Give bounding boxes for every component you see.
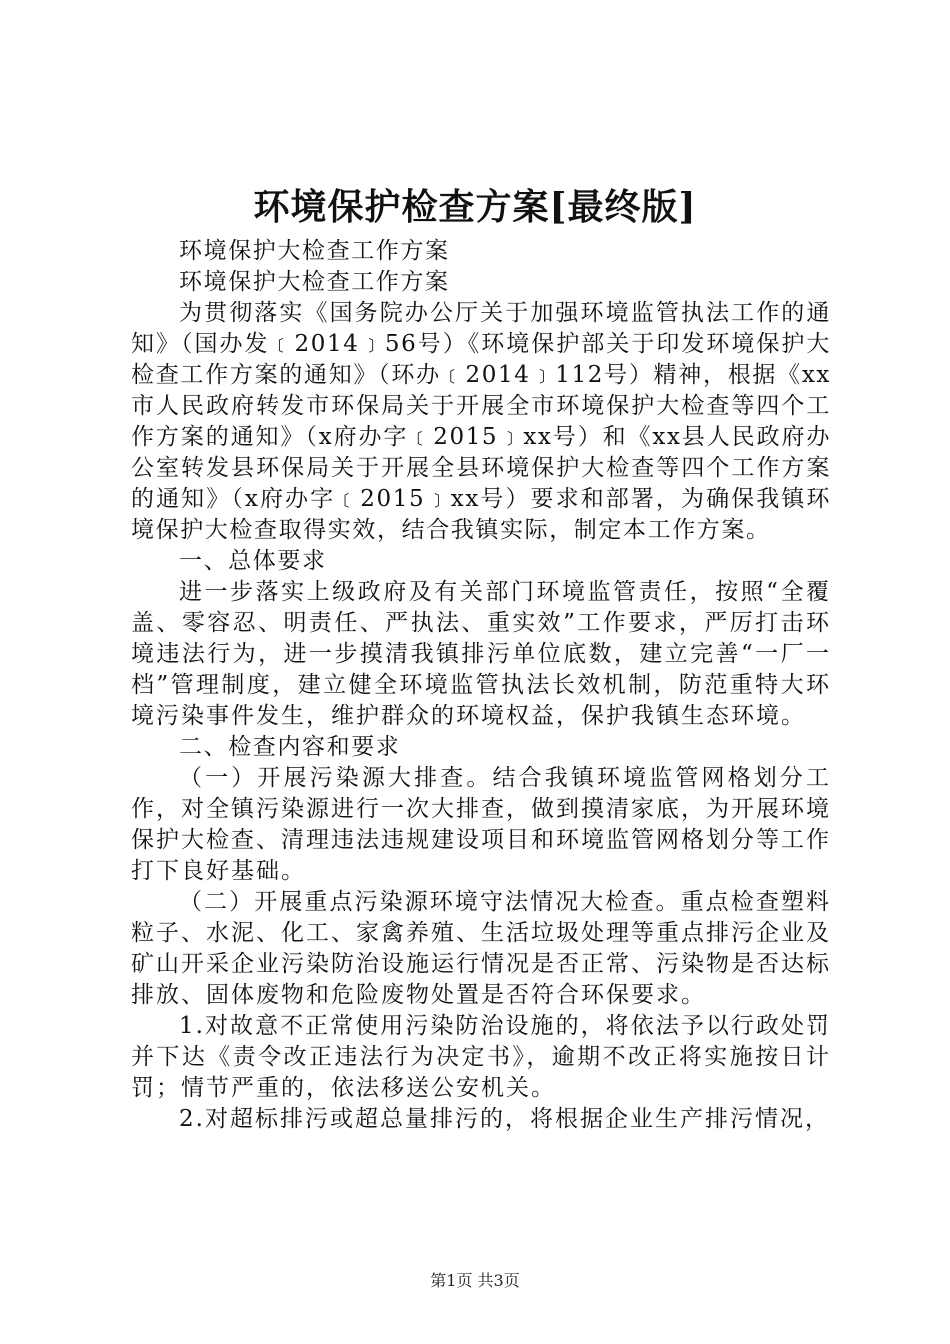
section-heading-general: 一、总体要求 [179, 548, 327, 574]
paragraph-general: 进一步落实上级政府及有关部门环境监管责任，按照“全覆盖、零容忍、明责任、严执法、重实效”工作要求，严厉打击环境违法行为，进一步摸清我镇排污单位底数，建立完善“一厂一档”管理制度，建立健全环境监管执法长效机制，防范重特大环境污染事件发生，维护群众的环境权益，保护我镇生态环境。 [131, 579, 831, 729]
paragraph-heading-1: 环境保护大检查工作方案 [179, 238, 450, 264]
section-heading-content: 二、检查内容和要求 [179, 734, 401, 760]
paragraph-point-1: 1.对故意不正常使用污染防治设施的，将依法予以行政处罚并下达《责令改正违法行为决定书》，逾期不改正将实施按日计罚；情节严重的，依法移送公安机关。 [131, 1013, 831, 1101]
page-footer: 第1页 共3页 [430, 1271, 520, 1290]
document-body [131, 236, 831, 1135]
paragraph-intro: 为贯彻落实《国务院办公厅关于加强环境监管执法工作的通知》（国办发﹝2014﹞56号）《环境保护部关于印发环境保护大检查工作方案的通知》（环办﹝2014﹞112号）精神，根据《xx市人民政府转发市环保局关于开展全市环境保护大检查等四个工作方案的通知》（x府办字﹝2015﹞xx号）和《xx县人民政府办公室转发县环保局关于开展全县环境保护大检查等四个工作方案的通知》（x府办字﹝2015﹞xx号）要求和部署，为确保我镇环境保护大检查取得实效，结合我镇实际，制定本工作方案。 [131, 300, 831, 543]
paragraph-item-2: （二）开展重点污染源环境守法情况大检查。重点检查塑料粒子、水泥、化工、家禽养殖、生活垃圾处理等重点排污企业及矿山开采企业污染防治设施运行情况是否正常、污染物是否达标排放、固体废物和危险废物处置是否符合环保要求。 [131, 889, 831, 1008]
paragraph-item-1: （一）开展污染源大排查。结合我镇环境监管网格划分工作，对全镇污染源进行一次大排查，做到摸清家底，为开展环境保护大检查、清理违法违规建设项目和环境监管网格划分等工作打下良好基础。 [131, 765, 831, 884]
paragraph-point-2: 2.对超标排污或超总量排污的，将根据企业生产排污情况， [179, 1106, 830, 1132]
paragraph-heading-2: 环境保护大检查工作方案 [179, 269, 450, 295]
document-title: 环境保护检查方案[最终版] [253, 186, 697, 228]
